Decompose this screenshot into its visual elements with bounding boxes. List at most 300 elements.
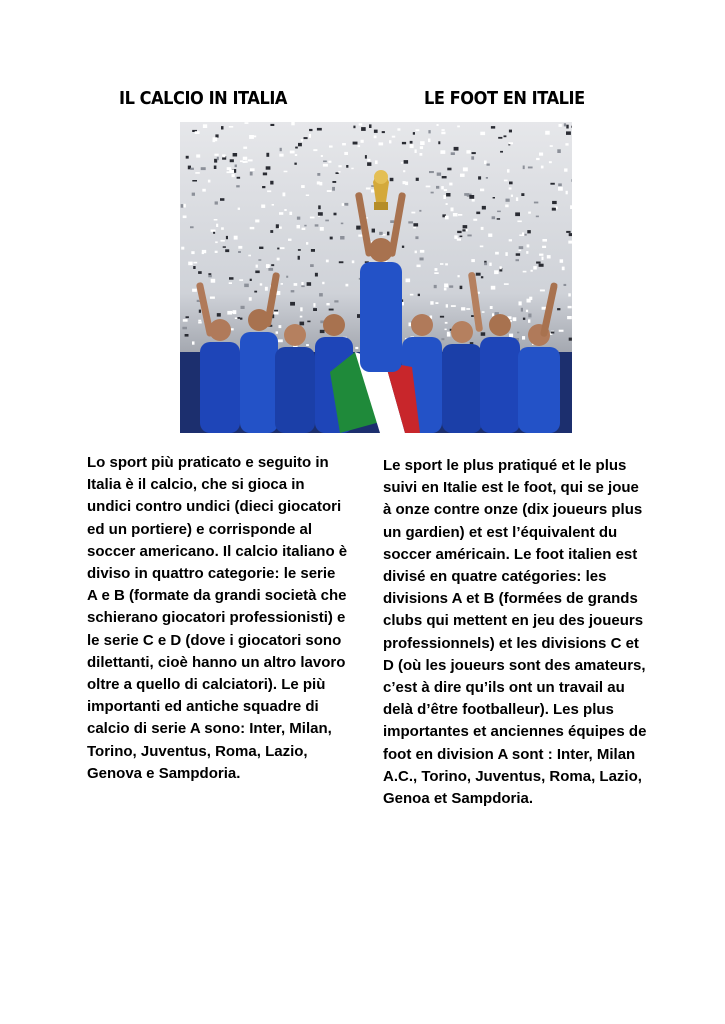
confetti-piece	[527, 230, 531, 233]
confetti-piece	[318, 212, 323, 216]
confetti-piece	[389, 140, 391, 143]
confetti-piece	[369, 124, 372, 128]
confetti-piece	[549, 161, 552, 163]
confetti-piece	[300, 322, 305, 326]
confetti-piece	[489, 263, 491, 266]
confetti-piece	[192, 180, 197, 182]
confetti-piece	[186, 156, 189, 159]
confetti-piece	[426, 186, 431, 188]
confetti-piece	[526, 251, 528, 254]
confetti-piece	[449, 285, 453, 287]
confetti-piece	[227, 311, 232, 315]
confetti-piece	[568, 306, 572, 308]
confetti-piece	[232, 174, 235, 177]
confetti-piece	[542, 257, 544, 261]
confetti-piece	[322, 282, 324, 284]
confetti-piece	[315, 224, 319, 226]
confetti-piece	[221, 240, 225, 242]
confetti-piece	[539, 264, 544, 267]
confetti-piece	[476, 212, 480, 215]
confetti-piece	[476, 273, 481, 276]
confetti-piece	[233, 310, 237, 314]
confetti-piece	[202, 189, 206, 192]
confetti-piece	[297, 217, 300, 220]
confetti-piece	[509, 130, 512, 133]
confetti-piece	[374, 130, 378, 133]
confetti-piece	[527, 244, 530, 247]
confetti-piece	[198, 321, 202, 323]
confetti-piece	[440, 150, 445, 154]
confetti-piece	[280, 148, 282, 151]
confetti-piece	[482, 311, 485, 313]
confetti-piece	[234, 236, 238, 240]
confetti-piece	[329, 309, 334, 311]
confetti-piece	[415, 251, 417, 254]
confetti-piece	[509, 239, 512, 241]
confetti-piece	[491, 126, 495, 129]
confetti-piece	[317, 128, 322, 131]
confetti-piece	[566, 125, 568, 129]
confetti-piece	[214, 219, 218, 221]
confetti-piece	[214, 166, 217, 170]
confetti-piece	[570, 205, 572, 209]
confetti-piece	[183, 319, 188, 322]
confetti-piece	[214, 159, 217, 163]
confetti-piece	[353, 142, 358, 145]
confetti-piece	[454, 147, 459, 151]
confetti-piece	[326, 260, 329, 263]
confetti-piece	[250, 227, 255, 229]
confetti-piece	[211, 279, 216, 283]
confetti-piece	[463, 225, 468, 228]
confetti-piece	[208, 180, 211, 183]
confetti-piece	[564, 168, 567, 171]
confetti-piece	[295, 147, 298, 149]
confetti-piece	[504, 135, 507, 137]
confetti-piece	[478, 292, 480, 294]
confetti-piece	[185, 334, 189, 337]
confetti-piece	[270, 230, 273, 233]
confetti-piece	[318, 205, 321, 209]
confetti-piece	[500, 151, 503, 153]
confetti-piece	[309, 134, 311, 138]
confetti-piece	[220, 198, 224, 201]
confetti-piece	[413, 227, 416, 229]
confetti-piece	[437, 124, 439, 126]
confetti-piece	[215, 134, 218, 137]
confetti-piece	[441, 132, 445, 135]
confetti-piece	[497, 211, 501, 213]
confetti-piece	[341, 223, 344, 225]
confetti-piece	[346, 165, 348, 168]
confetti-piece	[238, 246, 242, 249]
confetti-piece	[525, 234, 527, 236]
confetti-piece	[274, 312, 279, 315]
confetti-piece	[193, 262, 197, 264]
confetti-piece	[334, 213, 337, 216]
confetti-piece	[326, 303, 329, 305]
confetti-piece	[338, 165, 341, 167]
confetti-piece	[263, 173, 267, 176]
confetti-piece	[569, 338, 572, 341]
confetti-piece	[559, 124, 562, 127]
confetti-piece	[238, 251, 241, 253]
confetti-piece	[357, 314, 360, 318]
confetti-piece	[461, 307, 465, 310]
confetti-piece	[451, 208, 454, 212]
confetti-piece	[339, 261, 344, 263]
page-title-italian: IL CALCIO IN ITALIA	[119, 88, 287, 109]
confetti-piece	[536, 216, 539, 218]
confetti-piece	[504, 283, 509, 285]
confetti-piece	[484, 161, 487, 165]
confetti-piece	[562, 267, 565, 271]
confetti-piece	[523, 166, 525, 170]
confetti-piece	[323, 164, 328, 167]
confetti-piece	[229, 277, 234, 280]
confetti-piece	[519, 235, 522, 237]
confetti-piece	[306, 242, 308, 245]
confetti-piece	[403, 181, 406, 184]
confetti-piece	[198, 271, 202, 274]
confetti-piece	[428, 139, 430, 143]
confetti-piece	[210, 297, 215, 299]
confetti-piece	[250, 168, 255, 171]
confetti-piece	[255, 271, 259, 274]
confetti-piece	[505, 205, 508, 208]
confetti-piece	[447, 333, 451, 336]
confetti-piece	[411, 212, 415, 214]
confetti-piece	[392, 136, 395, 138]
confetti-piece	[536, 158, 540, 160]
confetti-piece	[300, 316, 303, 318]
confetti-piece	[295, 154, 297, 156]
confetti-piece	[298, 143, 302, 146]
confetti-piece	[307, 321, 310, 323]
confetti-piece	[280, 247, 285, 249]
confetti-piece	[488, 234, 492, 237]
confetti-piece	[310, 217, 315, 219]
confetti-piece	[323, 161, 327, 163]
confetti-piece	[467, 235, 471, 237]
confetti-piece	[302, 228, 306, 230]
confetti-piece	[243, 157, 247, 160]
confetti-piece	[192, 289, 197, 292]
confetti-piece	[410, 144, 414, 148]
confetti-piece	[300, 307, 302, 311]
confetti-piece	[222, 154, 226, 157]
confetti-piece	[382, 131, 385, 133]
confetti-piece	[442, 129, 445, 131]
confetti-piece	[541, 166, 544, 169]
confetti-piece	[374, 136, 377, 139]
confetti-piece	[225, 249, 229, 252]
confetti-piece	[507, 169, 510, 172]
confetti-piece	[443, 195, 446, 199]
confetti-piece	[571, 126, 572, 128]
confetti-piece	[238, 208, 240, 210]
confetti-piece	[451, 305, 456, 307]
confetti-piece	[248, 255, 251, 257]
confetti-piece	[471, 156, 474, 159]
confetti-piece	[481, 332, 486, 336]
confetti-piece	[258, 259, 261, 261]
confetti-piece	[297, 225, 301, 228]
confetti-piece	[410, 141, 413, 144]
confetti-piece	[291, 122, 294, 125]
confetti-piece	[240, 160, 243, 162]
confetti-piece	[390, 178, 394, 181]
confetti-piece	[265, 287, 268, 291]
confetti-piece	[567, 316, 572, 319]
confetti-piece	[534, 202, 538, 204]
confetti-piece	[190, 168, 194, 170]
confetti-piece	[289, 212, 292, 215]
confetti-piece	[279, 212, 283, 215]
confetti-piece	[202, 252, 204, 254]
italian-paragraph: Lo sport più praticato e seguito in Italia è il calcio, che si gioca in undici contro undici (dieci giocatori ed un portiere) e corrisponde al soccer americano. Il calcio italiano è diviso in quattro categorie: le serie A e B (formate da grandi società che schierano giocatori professionisti) e le serie C e D (dove i giocatori sono dilettanti, cioè hanno un altro lavoro oltre a quello di calciatori). Le più importanti ed antiche squadre di calcio di serie A sono: Inter, Milan, Torino, Juventus, Roma, Lazio, Genova e Sampdoria.	[87, 454, 348, 782]
confetti-piece	[451, 152, 455, 155]
confetti-piece	[506, 199, 510, 202]
confetti-piece	[516, 253, 520, 256]
confetti-piece	[344, 152, 348, 155]
confetti-piece	[511, 195, 513, 197]
confetti-piece	[321, 155, 323, 157]
confetti-piece	[317, 173, 320, 176]
confetti-piece	[406, 279, 411, 283]
confetti-piece	[248, 159, 253, 161]
confetti-piece	[438, 141, 440, 144]
confetti-piece	[500, 266, 502, 269]
confetti-piece	[417, 265, 421, 268]
confetti-piece	[271, 264, 274, 266]
confetti-piece	[346, 284, 349, 287]
confetti-piece	[557, 149, 561, 153]
confetti-piece	[519, 301, 522, 305]
confetti-piece	[301, 185, 305, 188]
confetti-piece	[498, 137, 502, 139]
confetti-piece	[415, 236, 418, 239]
confetti-piece	[277, 248, 279, 250]
confetti-piece	[460, 286, 463, 289]
confetti-piece	[317, 181, 320, 184]
confetti-piece	[542, 239, 547, 242]
confetti-piece	[281, 283, 283, 285]
confetti-piece	[191, 251, 194, 254]
confetti-piece	[229, 169, 234, 173]
confetti-piece	[571, 179, 572, 182]
confetti-piece	[304, 137, 308, 139]
confetti-piece	[294, 163, 296, 165]
confetti-piece	[462, 229, 465, 231]
confetti-piece	[419, 210, 421, 212]
confetti-piece	[196, 154, 200, 157]
confetti-piece	[495, 252, 499, 255]
confetti-piece	[233, 153, 238, 157]
confetti-piece	[413, 223, 418, 226]
confetti-piece	[279, 325, 282, 328]
confetti-piece	[198, 320, 201, 322]
confetti-piece	[250, 172, 253, 176]
confetti-piece	[201, 167, 206, 170]
confetti-piece	[542, 246, 546, 248]
confetti-piece	[435, 268, 438, 271]
confetti-piece	[240, 318, 242, 320]
confetti-piece	[301, 282, 303, 285]
confetti-piece	[387, 232, 389, 236]
confetti-piece	[430, 301, 433, 305]
confetti-piece	[458, 275, 460, 277]
confetti-piece	[367, 162, 371, 166]
confetti-piece	[533, 266, 537, 269]
confetti-piece	[315, 273, 318, 277]
confetti-piece	[434, 272, 438, 274]
confetti-piece	[435, 302, 438, 304]
confetti-piece	[539, 153, 543, 156]
confetti-piece	[521, 308, 523, 312]
confetti-piece	[256, 265, 258, 268]
confetti-piece	[472, 199, 475, 202]
confetti-piece	[509, 182, 513, 185]
confetti-piece	[216, 224, 218, 227]
confetti-piece	[428, 130, 430, 133]
confetti-piece	[484, 262, 487, 265]
confetti-piece	[453, 213, 458, 216]
confetti-piece	[208, 275, 212, 277]
confetti-piece	[237, 317, 240, 319]
french-paragraph: Le sport le plus pratiqué et le plus suivi en Italie est le foot, qui se joue à onze contre onze (dix joueurs plus un gardien) et est l’équivalent du soccer américain. Le foot italien est divisé en quatre catégories: les divisions A et B (formées de grands clubs qui mettent en jeu des joueurs professionnels) et les divisions C et D (où les joueurs sont des amateurs, c’est à dire qu’ils ont un travail au delà d’être footballeur). Les plus importantes et anciennes équipes de foot en division A sont : Inter, Milan A.C., Torino, Juventus, Roma, Lazio, Genoa et Sampdoria.	[383, 457, 647, 808]
confetti-piece	[284, 171, 288, 173]
confetti-piece	[473, 219, 477, 221]
confetti-piece	[564, 123, 566, 126]
confetti-piece	[298, 249, 301, 251]
confetti-piece	[276, 224, 279, 228]
confetti-piece	[226, 236, 228, 239]
confetti-piece	[480, 246, 484, 248]
confetti-piece	[429, 171, 434, 173]
confetti-piece	[471, 315, 474, 317]
confetti-piece	[552, 201, 557, 204]
confetti-piece	[508, 142, 513, 144]
confetti-piece	[568, 241, 572, 244]
confetti-piece	[449, 183, 452, 186]
confetti-piece	[229, 126, 233, 128]
confetti-piece	[418, 294, 420, 296]
confetti-piece	[442, 176, 447, 178]
confetti-piece	[330, 237, 333, 240]
confetti-piece	[244, 284, 249, 288]
confetti-piece	[460, 174, 465, 177]
confetti-piece	[447, 168, 451, 171]
confetti-piece	[566, 131, 571, 135]
confetti-piece	[193, 266, 195, 269]
confetti-piece	[279, 154, 283, 157]
confetti-piece	[536, 262, 541, 264]
confetti-piece	[436, 186, 439, 189]
confetti-piece	[203, 124, 207, 128]
confetti-piece	[262, 186, 265, 188]
confetti-piece	[213, 137, 218, 141]
confetti-piece	[517, 221, 521, 223]
confetti-piece	[243, 147, 247, 149]
confetti-piece	[491, 286, 496, 290]
confetti-piece	[325, 220, 329, 222]
confetti-piece	[309, 129, 312, 131]
confetti-piece	[276, 331, 278, 333]
confetti-piece	[401, 162, 404, 164]
confetti-piece	[298, 256, 300, 260]
confetti-piece	[252, 136, 257, 138]
confetti-piece	[221, 126, 224, 129]
confetti-piece	[478, 176, 481, 179]
confetti-piece	[227, 171, 230, 173]
confetti-piece	[290, 302, 295, 306]
confetti-piece	[284, 209, 286, 211]
confetti-piece	[523, 271, 527, 273]
confetti-piece	[356, 226, 361, 230]
confetti-piece	[545, 131, 550, 135]
confetti-piece	[463, 167, 468, 171]
confetti-piece	[208, 273, 211, 275]
confetti-piece	[550, 145, 553, 147]
confetti-piece	[481, 227, 484, 230]
confetti-piece	[402, 246, 404, 248]
confetti-piece	[310, 264, 314, 267]
confetti-piece	[460, 236, 463, 238]
confetti-piece	[420, 146, 423, 149]
confetti-piece	[268, 268, 273, 271]
confetti-piece	[440, 316, 444, 318]
confetti-piece	[237, 177, 241, 179]
confetti-piece	[329, 146, 333, 148]
confetti-piece	[471, 259, 475, 262]
confetti-piece	[272, 204, 274, 206]
confetti-piece	[564, 284, 567, 286]
confetti-piece	[332, 187, 335, 191]
confetti-piece	[509, 187, 512, 189]
confetti-piece	[332, 181, 336, 183]
confetti-piece	[457, 231, 461, 233]
confetti-piece	[420, 153, 423, 156]
confetti-piece	[255, 220, 259, 223]
confetti-piece	[353, 126, 355, 129]
confetti-piece	[358, 145, 361, 147]
confetti-piece	[379, 232, 383, 235]
confetti-piece	[365, 155, 367, 159]
confetti-piece	[217, 313, 221, 317]
confetti-piece	[415, 149, 417, 153]
confetti-piece	[434, 285, 437, 288]
confetti-piece	[190, 226, 194, 228]
confetti-piece	[320, 330, 325, 333]
confetti-piece	[513, 317, 517, 321]
confetti-piece	[195, 131, 200, 134]
confetti-piece	[559, 330, 564, 332]
confetti-piece	[230, 159, 234, 162]
confetti-piece	[402, 142, 406, 144]
confetti-piece	[241, 306, 245, 309]
confetti-piece	[403, 170, 405, 172]
confetti-piece	[319, 293, 323, 296]
confetti-piece	[379, 142, 384, 145]
confetti-piece	[492, 216, 496, 219]
confetti-piece	[259, 247, 263, 249]
confetti-piece	[235, 165, 237, 168]
confetti-piece	[540, 290, 545, 292]
confetti-piece	[183, 204, 186, 208]
confetti-piece	[195, 172, 200, 174]
confetti-piece	[260, 283, 262, 285]
